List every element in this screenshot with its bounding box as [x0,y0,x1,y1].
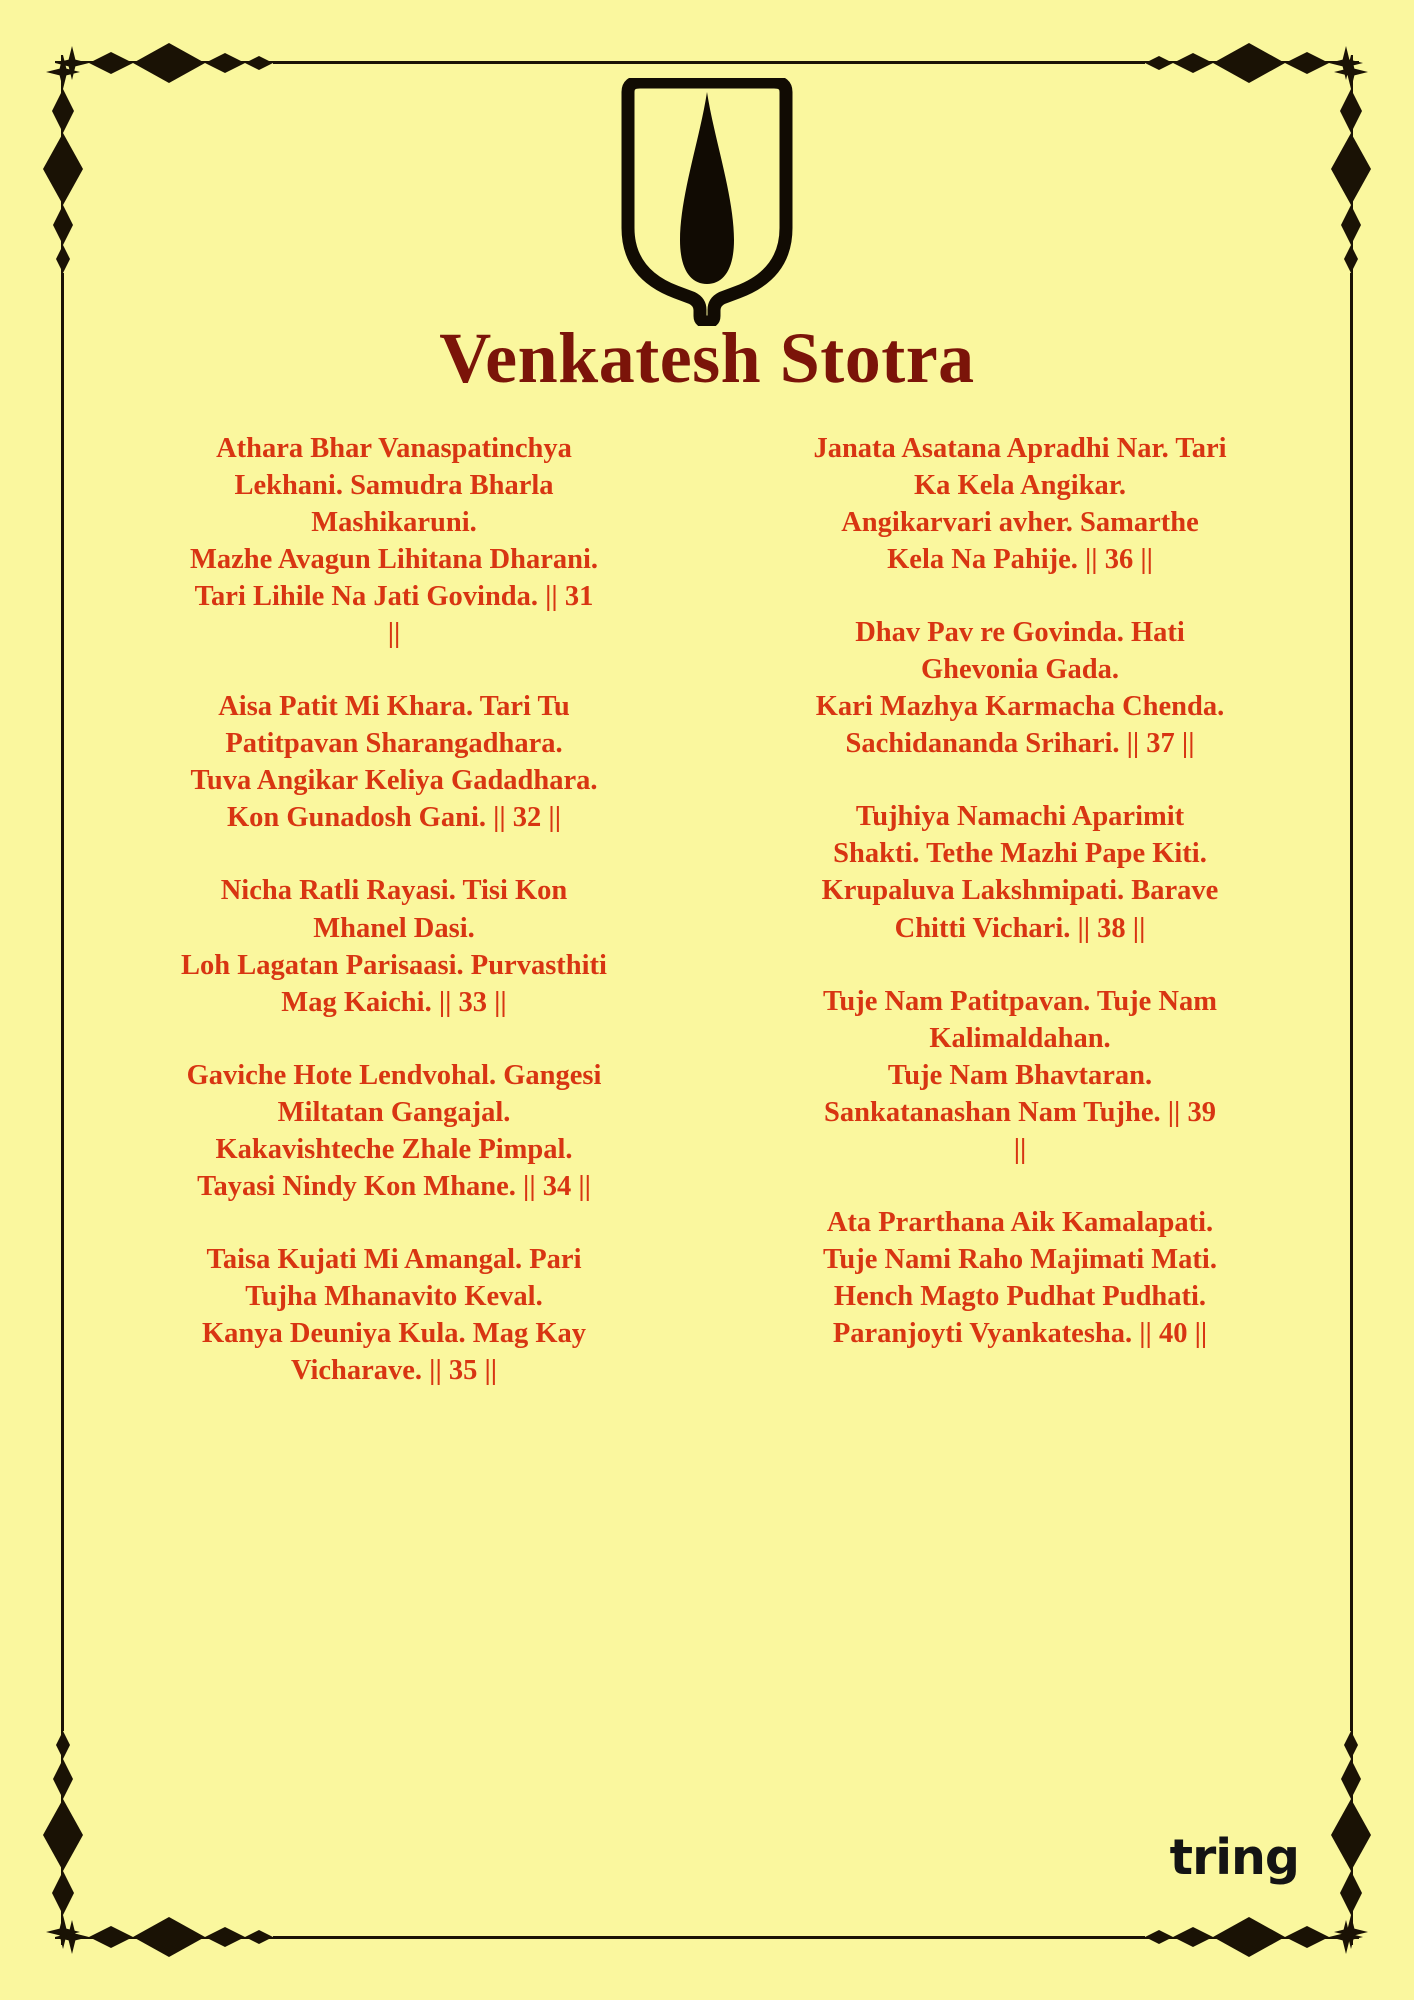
border-diamond [1213,43,1285,83]
border-rule-bottom [55,1937,1359,1939]
border-rule-top [55,61,1359,63]
border-diamond [245,56,273,70]
border-star [46,1915,80,1949]
vaishnava-namam-shield-icon [618,78,796,326]
border-diamonds-bottom [55,1917,1359,1957]
border-diamond [1340,89,1362,133]
verse-32: Aisa Patit Mi Khara. Tari Tu Patitpavan Sharangadhara. Tuva Angikar Keliya Gadadhara. Kon Gunadosh Gani. || 32 || [190,691,598,834]
verse-columns [105,430,1309,1389]
border-line [1350,273,1352,1731]
border-diamond [205,53,245,73]
border-diamond [53,205,73,245]
border-diamond [1344,1731,1358,1759]
border-diamonds-top [55,43,1359,83]
border-diamond [1340,1871,1362,1915]
border-diamond [1145,1930,1173,1944]
right-verse-column [731,430,1309,1389]
border-diamond [1285,52,1329,74]
verse-33: Nicha Ratli Rayasi. Tisi Kon Mhanel Dasi. Loh Lagatan Parisaasi. Purvasthiti Mag Kaichi. || 33 || [181,875,607,1018]
border-diamond [53,1759,73,1799]
tring-brand-logo: tring [1169,1829,1299,1886]
border-diamond [43,133,83,205]
border-star [55,1920,89,1954]
verse-31: Athara Bhar Vanaspatinchya Lekhani. Samudra Bharla Mashikaruni. Mazhe Avagun Lihitana Dharani. Tari Lihile Na Jati Govinda. || 31 || [189,433,599,650]
border-diamond [1344,245,1358,273]
border-star [1329,46,1363,80]
border-diamond [89,1926,133,1948]
verse-39: Tuje Nam Patitpavan. Tuje Nam Kalimaldahan. Tuje Nam Bhavtaran. Sankatanashan Nam Tujhe. || 39 || [822,985,1218,1165]
border-diamond [56,245,70,273]
verse-36: Janata Asatana Apradhi Nar. Tari Ka Kela Angikar. Angikarvari avher. Samarthe Kela Na Pahije. || 36 || [813,433,1227,576]
border-diamond [52,89,74,133]
border-diamond [1341,1759,1361,1799]
border-diamond [1173,53,1213,73]
border-diamond [133,43,205,83]
border-star [46,55,80,89]
border-diamond [1173,1927,1213,1947]
left-verse-column [105,430,683,1389]
border-diamond [1213,1917,1285,1957]
verse-40: Ata Prarthana Aik Kamalapati. Tuje Nami Raho Majimati Mati. Hench Magto Pudhat Pudhati. Paranjoyti Vyankatesha. || 40 || [823,1206,1217,1349]
border-diamond [52,1871,74,1915]
page-title: Venkatesh Stotra [439,318,975,398]
border-diamond [1145,56,1173,70]
border-star [1334,1915,1368,1949]
border-line [273,62,1145,64]
border-diamond [1331,133,1371,205]
border-line [62,273,64,1731]
border-star [1334,55,1368,89]
border-star [55,46,89,80]
verse-34: Gaviche Hote Lendvohal. Gangesi Miltatan Gangajal. Kakavishteche Zhale Pimpal. Tayasi Nindy Kon Mhane. || 34 || [186,1059,602,1202]
verse-35: Taisa Kujati Mi Amangal. Pari Tujha Mhanavito Keval. Kanya Deuniya Kula. Mag Kay Vicharave. || 35 || [202,1243,586,1386]
border-star [1329,1920,1363,1954]
border-diamond [1285,1926,1329,1948]
border-line [273,1936,1145,1938]
border-diamond [1341,205,1361,245]
verse-38: Tujhiya Namachi Aparimit Shakti. Tethe Mazhi Pape Kiti. Krupaluva Lakshmipati. Barave Chitti Vichari. || 38 || [821,801,1219,944]
border-diamond [133,1917,205,1957]
border-diamond [56,1731,70,1759]
border-diamond [1331,1799,1371,1871]
border-diamond [89,52,133,74]
border-diamond [43,1799,83,1871]
border-diamond [245,1930,273,1944]
border-diamond [205,1927,245,1947]
verse-37: Dhav Pav re Govinda. Hati Ghevonia Gada. Kari Mazhya Karmacha Chenda. Sachidananda Srihari. || 37 || [815,617,1225,760]
